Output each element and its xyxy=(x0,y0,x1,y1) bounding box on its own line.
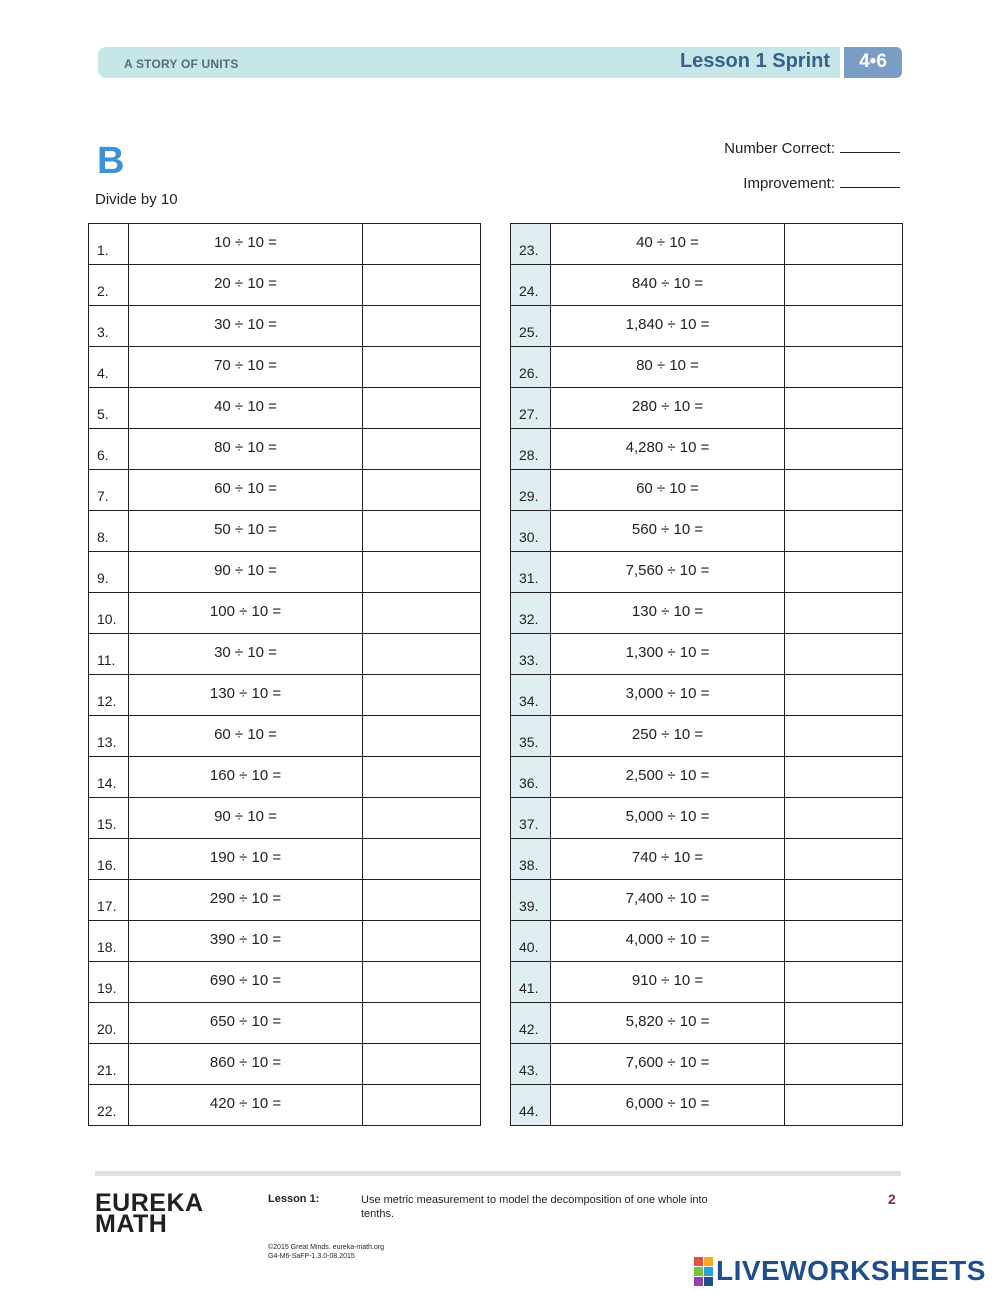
problem-row xyxy=(511,716,903,757)
problem-number: 36. xyxy=(511,757,551,798)
problem-expression: 860 ÷ 10 = xyxy=(129,1044,363,1085)
problem-expression: 60 ÷ 10 = xyxy=(129,716,363,757)
problem-expression: 7,560 ÷ 10 = xyxy=(551,552,785,593)
problem-expression: 60 ÷ 10 = xyxy=(129,470,363,511)
problem-number: 4. xyxy=(89,347,129,388)
problem-expression: 80 ÷ 10 = xyxy=(129,429,363,470)
logo-line-1: EUREKA xyxy=(95,1189,204,1217)
liveworksheets-tile xyxy=(694,1277,703,1286)
answer-cell[interactable] xyxy=(785,839,903,880)
problem-row xyxy=(511,306,903,347)
problem-row xyxy=(511,675,903,716)
problem-row xyxy=(511,347,903,388)
problem-row xyxy=(511,757,903,798)
liveworksheets-tile xyxy=(704,1267,713,1276)
answer-cell[interactable] xyxy=(363,757,481,798)
problem-number: 14. xyxy=(89,757,129,798)
problem-number: 33. xyxy=(511,634,551,675)
story-label: A STORY OF UNITS xyxy=(124,57,239,71)
answer-cell[interactable] xyxy=(363,880,481,921)
problem-expression: 1,840 ÷ 10 = xyxy=(551,306,785,347)
answer-cell[interactable] xyxy=(785,470,903,511)
problem-expression: 30 ÷ 10 = xyxy=(129,306,363,347)
answer-cell[interactable] xyxy=(785,921,903,962)
number-correct-blank[interactable] xyxy=(840,139,900,153)
problem-number: 24. xyxy=(511,265,551,306)
problem-expression: 50 ÷ 10 = xyxy=(129,511,363,552)
answer-cell[interactable] xyxy=(785,1003,903,1044)
logo-line-2: MATH xyxy=(95,1210,168,1238)
problem-expression: 5,000 ÷ 10 = xyxy=(551,798,785,839)
problem-row xyxy=(511,388,903,429)
problem-row xyxy=(89,757,481,798)
problem-expression: 160 ÷ 10 = xyxy=(129,757,363,798)
problem-expression: 100 ÷ 10 = xyxy=(129,593,363,634)
answer-cell[interactable] xyxy=(785,388,903,429)
lesson-description: Use metric measurement to model the decomposition of one whole into tenths. xyxy=(361,1194,708,1220)
problem-expression: 130 ÷ 10 = xyxy=(129,675,363,716)
problem-row xyxy=(511,839,903,880)
liveworksheets-logo xyxy=(694,1255,986,1287)
problem-number: 16. xyxy=(89,839,129,880)
footer-divider xyxy=(95,1171,901,1176)
problem-number: 37. xyxy=(511,798,551,839)
problem-expression: 40 ÷ 10 = xyxy=(551,224,785,265)
problem-number: 17. xyxy=(89,880,129,921)
problem-number: 12. xyxy=(89,675,129,716)
liveworksheets-tile xyxy=(704,1257,713,1266)
improvement xyxy=(743,174,900,192)
problem-number: 8. xyxy=(89,511,129,552)
answer-cell[interactable] xyxy=(785,757,903,798)
problem-expression: 910 ÷ 10 = xyxy=(551,962,785,1003)
problem-expression: 5,820 ÷ 10 = xyxy=(551,1003,785,1044)
improvement-blank[interactable] xyxy=(840,174,900,188)
problem-expression: 60 ÷ 10 = xyxy=(551,470,785,511)
improvement-label: Improvement: xyxy=(743,175,835,192)
problem-row xyxy=(89,716,481,757)
problem-number: 41. xyxy=(511,962,551,1003)
answer-cell[interactable] xyxy=(363,224,481,265)
problem-row xyxy=(511,962,903,1003)
problem-row xyxy=(89,552,481,593)
problem-number: 42. xyxy=(511,1003,551,1044)
problem-number: 11. xyxy=(89,634,129,675)
grade-badge: 4•6 xyxy=(844,47,902,78)
answer-cell[interactable] xyxy=(363,921,481,962)
lesson-title: Lesson 1 Sprint xyxy=(679,50,830,72)
problem-number: 23. xyxy=(511,224,551,265)
problem-row xyxy=(511,552,903,593)
problem-number: 32. xyxy=(511,593,551,634)
problem-row xyxy=(511,224,903,265)
left-problem-table xyxy=(88,223,481,1126)
problem-row xyxy=(511,265,903,306)
problem-number: 2. xyxy=(89,265,129,306)
problem-row xyxy=(511,1003,903,1044)
answer-cell[interactable] xyxy=(363,511,481,552)
problem-row xyxy=(511,470,903,511)
answer-cell[interactable] xyxy=(363,716,481,757)
problem-number: 6. xyxy=(89,429,129,470)
answer-cell[interactable] xyxy=(785,265,903,306)
problem-expression: 2,500 ÷ 10 = xyxy=(551,757,785,798)
problem-number: 22. xyxy=(89,1085,129,1126)
answer-cell[interactable] xyxy=(363,1085,481,1126)
problem-row xyxy=(511,1044,903,1085)
problem-row xyxy=(89,593,481,634)
liveworksheets-icon xyxy=(694,1257,713,1286)
page-number: 2 xyxy=(888,1191,896,1207)
answer-cell[interactable] xyxy=(785,1085,903,1126)
answer-cell[interactable] xyxy=(785,1044,903,1085)
problem-expression: 7,400 ÷ 10 = xyxy=(551,880,785,921)
problem-row xyxy=(89,429,481,470)
problem-row xyxy=(89,347,481,388)
answer-cell[interactable] xyxy=(363,388,481,429)
answer-cell[interactable] xyxy=(785,880,903,921)
problem-row xyxy=(511,921,903,962)
problem-expression: 90 ÷ 10 = xyxy=(129,552,363,593)
problem-row xyxy=(89,962,481,1003)
answer-cell[interactable] xyxy=(785,511,903,552)
problem-expression: 80 ÷ 10 = xyxy=(551,347,785,388)
problem-expression: 10 ÷ 10 = xyxy=(129,224,363,265)
problem-row xyxy=(89,921,481,962)
problem-expression: 90 ÷ 10 = xyxy=(129,798,363,839)
problem-number: 18. xyxy=(89,921,129,962)
problem-number: 44. xyxy=(511,1085,551,1126)
problem-number: 5. xyxy=(89,388,129,429)
problem-number: 34. xyxy=(511,675,551,716)
problem-number: 13. xyxy=(89,716,129,757)
liveworksheets-tile xyxy=(704,1277,713,1286)
problem-expression: 4,280 ÷ 10 = xyxy=(551,429,785,470)
problem-expression: 1,300 ÷ 10 = xyxy=(551,634,785,675)
problem-row xyxy=(511,511,903,552)
problem-number: 30. xyxy=(511,511,551,552)
answer-cell[interactable] xyxy=(363,962,481,1003)
problem-expression: 290 ÷ 10 = xyxy=(129,880,363,921)
problem-row xyxy=(511,798,903,839)
answer-cell[interactable] xyxy=(785,552,903,593)
problem-expression: 70 ÷ 10 = xyxy=(129,347,363,388)
answer-cell[interactable] xyxy=(363,839,481,880)
problem-expression: 130 ÷ 10 = xyxy=(551,593,785,634)
problem-number: 20. xyxy=(89,1003,129,1044)
problem-number: 39. xyxy=(511,880,551,921)
problem-expression: 650 ÷ 10 = xyxy=(129,1003,363,1044)
answer-cell[interactable] xyxy=(785,962,903,1003)
problem-expression: 7,600 ÷ 10 = xyxy=(551,1044,785,1085)
answer-cell[interactable] xyxy=(785,224,903,265)
answer-cell[interactable] xyxy=(363,675,481,716)
problem-number: 25. xyxy=(511,306,551,347)
problem-row xyxy=(511,880,903,921)
right-problem-table xyxy=(510,223,903,1126)
problem-expression: 20 ÷ 10 = xyxy=(129,265,363,306)
problem-number: 7. xyxy=(89,470,129,511)
problem-expression: 190 ÷ 10 = xyxy=(129,839,363,880)
problem-expression: 280 ÷ 10 = xyxy=(551,388,785,429)
copyright-line-2: G4-M6-SaFP-1.3.0-08.2015 xyxy=(268,1253,355,1260)
number-correct xyxy=(724,139,900,157)
problem-expression: 420 ÷ 10 = xyxy=(129,1085,363,1126)
problem-row xyxy=(89,798,481,839)
problem-row xyxy=(89,1085,481,1126)
problem-number: 43. xyxy=(511,1044,551,1085)
problem-number: 28. xyxy=(511,429,551,470)
problem-number: 21. xyxy=(89,1044,129,1085)
problem-number: 38. xyxy=(511,839,551,880)
liveworksheets-text: LIVEWORKSHEETS xyxy=(716,1255,986,1286)
answer-cell[interactable] xyxy=(363,552,481,593)
problem-number: 35. xyxy=(511,716,551,757)
problem-expression: 690 ÷ 10 = xyxy=(129,962,363,1003)
problem-number: 19. xyxy=(89,962,129,1003)
answer-cell[interactable] xyxy=(363,1003,481,1044)
sprint-letter: B xyxy=(97,140,125,182)
answer-cell[interactable] xyxy=(363,798,481,839)
answer-cell[interactable] xyxy=(785,675,903,716)
problem-row xyxy=(89,1003,481,1044)
problem-expression: 6,000 ÷ 10 = xyxy=(551,1085,785,1126)
problem-number: 29. xyxy=(511,470,551,511)
problem-row xyxy=(89,675,481,716)
answer-cell[interactable] xyxy=(363,1044,481,1085)
problem-number: 40. xyxy=(511,921,551,962)
problem-expression: 40 ÷ 10 = xyxy=(129,388,363,429)
problem-expression: 30 ÷ 10 = xyxy=(129,634,363,675)
liveworksheets-tile xyxy=(694,1257,703,1266)
problem-expression: 3,000 ÷ 10 = xyxy=(551,675,785,716)
problem-number: 9. xyxy=(89,552,129,593)
answer-cell[interactable] xyxy=(363,634,481,675)
copyright-line-1: ©2015 Great Minds. eureka-math.org xyxy=(268,1244,385,1251)
problem-expression: 390 ÷ 10 = xyxy=(129,921,363,962)
answer-cell[interactable] xyxy=(363,306,481,347)
problem-number: 26. xyxy=(511,347,551,388)
answer-cell[interactable] xyxy=(785,593,903,634)
problem-row xyxy=(511,1085,903,1126)
answer-cell[interactable] xyxy=(785,347,903,388)
problem-row xyxy=(511,593,903,634)
problem-row xyxy=(511,634,903,675)
problem-row xyxy=(511,429,903,470)
lesson-reference: Lesson 1: xyxy=(268,1193,320,1205)
answer-cell[interactable] xyxy=(785,429,903,470)
answer-cell[interactable] xyxy=(363,265,481,306)
problem-row xyxy=(89,470,481,511)
answer-cell[interactable] xyxy=(785,716,903,757)
problem-row xyxy=(89,265,481,306)
eureka-math-logo xyxy=(95,1189,204,1238)
problem-number: 27. xyxy=(511,388,551,429)
problem-number: 1. xyxy=(89,224,129,265)
problem-expression: 4,000 ÷ 10 = xyxy=(551,921,785,962)
problem-number: 10. xyxy=(89,593,129,634)
answer-cell[interactable] xyxy=(785,798,903,839)
problem-number: 3. xyxy=(89,306,129,347)
problem-row xyxy=(89,634,481,675)
answer-cell[interactable] xyxy=(785,634,903,675)
problem-expression: 740 ÷ 10 = xyxy=(551,839,785,880)
problem-expression: 840 ÷ 10 = xyxy=(551,265,785,306)
problem-row xyxy=(89,839,481,880)
copyright xyxy=(268,1243,384,1261)
answer-cell[interactable] xyxy=(363,429,481,470)
problem-row xyxy=(89,880,481,921)
problem-row xyxy=(89,224,481,265)
problem-row xyxy=(89,388,481,429)
problem-number: 31. xyxy=(511,552,551,593)
sheet-subtitle: Divide by 10 xyxy=(95,191,178,208)
problem-expression: 560 ÷ 10 = xyxy=(551,511,785,552)
answer-cell[interactable] xyxy=(363,470,481,511)
problem-row xyxy=(89,306,481,347)
answer-cell[interactable] xyxy=(363,347,481,388)
problem-row xyxy=(89,511,481,552)
answer-cell[interactable] xyxy=(785,306,903,347)
answer-cell[interactable] xyxy=(363,593,481,634)
problem-number: 15. xyxy=(89,798,129,839)
liveworksheets-tile xyxy=(694,1267,703,1276)
problem-row xyxy=(89,1044,481,1085)
number-correct-label: Number Correct: xyxy=(724,140,835,157)
problem-expression: 250 ÷ 10 = xyxy=(551,716,785,757)
